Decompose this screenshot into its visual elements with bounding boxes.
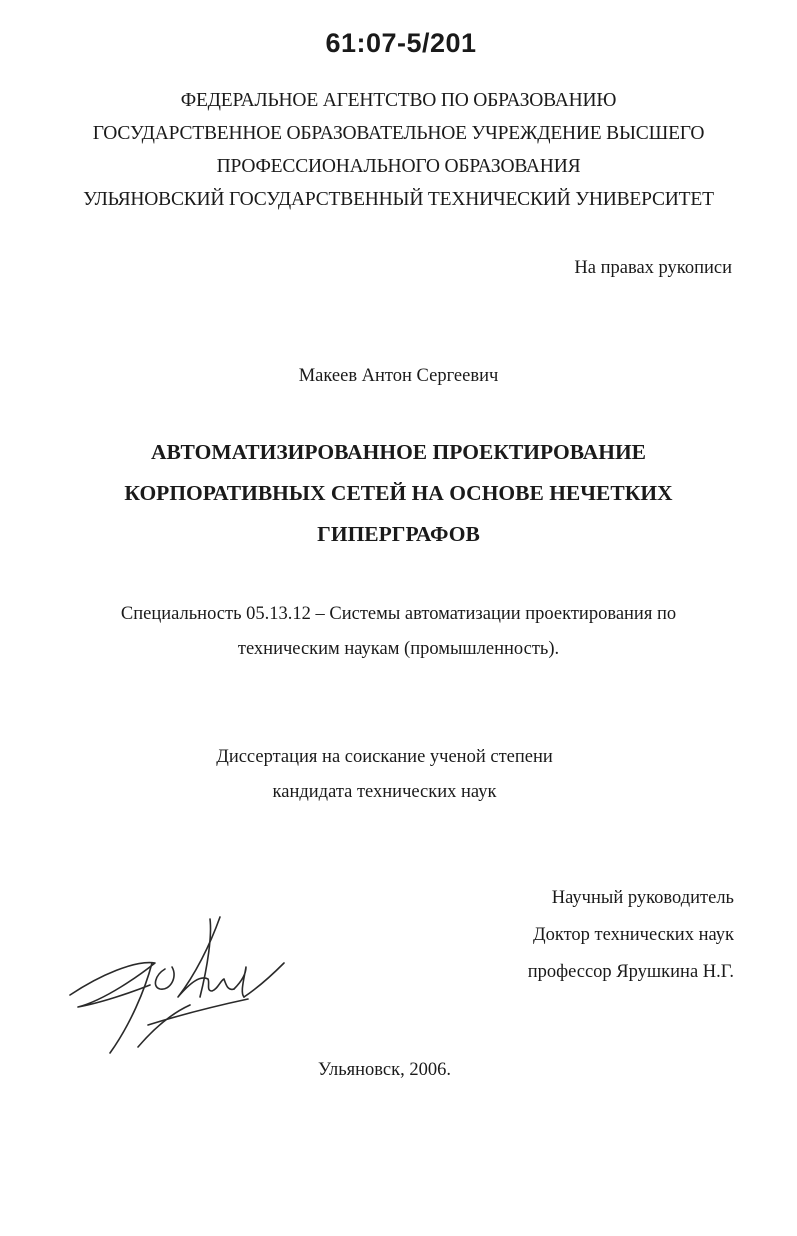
advisor-line: профессор Ярушкина Н.Г. <box>527 962 734 982</box>
organization-line: ГОСУДАРСТВЕННОЕ ОБРАЗОВАТЕЛЬНОЕ УЧРЕЖДЕНИЕ ВЫСШЕГО <box>92 123 705 144</box>
degree-line: кандидата технических наук <box>272 782 497 802</box>
organization-line: ФЕДЕРАЛЬНОЕ АГЕНТСТВО ПО ОБРАЗОВАНИЮ <box>180 90 617 111</box>
degree-line: Диссертация на соискание ученой степени <box>216 747 553 767</box>
organization-header <box>0 84 797 216</box>
title-line: ГИПЕРГРАФОВ <box>317 522 480 546</box>
registry-code: 61:07-5/201 <box>325 28 477 58</box>
organization-line: ПРОФЕССИОНАЛЬНОГО ОБРАЗОВАНИЯ <box>216 156 581 177</box>
title-line: КОРПОРАТИВНЫХ СЕТЕЙ НА ОСНОВЕ НЕЧЕТКИХ <box>124 481 673 505</box>
advisor-line: Научный руководитель <box>551 888 734 908</box>
specialty-line: техническим наукам (промышленность). <box>237 639 560 659</box>
organization-line: УЛЬЯНОВСКИЙ ГОСУДАРСТВЕННЫЙ ТЕХНИЧЕСКИЙ УНИВЕРСИТЕТ <box>83 189 714 210</box>
manuscript-note: На правах рукописи <box>574 258 732 278</box>
author-name: Макеев Антон Сергеевич <box>298 366 499 386</box>
city-year: Ульяновск, 2006. <box>317 1060 452 1080</box>
degree-block <box>0 740 797 810</box>
advisor-line: Доктор технических наук <box>532 925 734 945</box>
advisor-block <box>528 880 734 991</box>
handwritten-signature <box>60 905 290 1065</box>
specialty-line: Специальность 05.13.12 – Системы автоматизации проектирования по <box>120 604 677 624</box>
title-line: АВТОМАТИЗИРОВАННОЕ ПРОЕКТИРОВАНИЕ <box>150 440 647 464</box>
specialty-block <box>0 597 797 667</box>
dissertation-title <box>0 432 797 555</box>
